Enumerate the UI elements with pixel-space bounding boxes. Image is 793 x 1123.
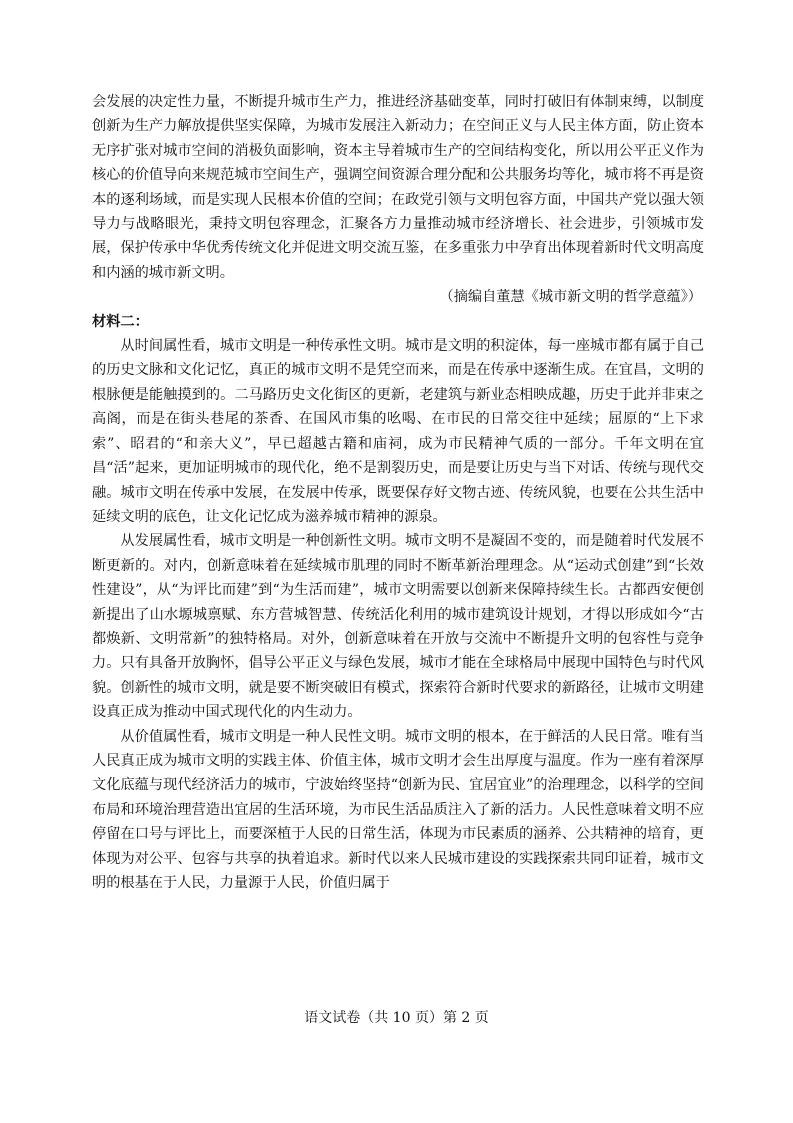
paragraph-development-attribute: 从发展属性看，城市文明是一种创新性文明。城市文明不是凝固不变的，而是随着时代发展不断更新的。对内，创新意味着在延续城市肌理的同时不断革新治理理念。从“运动式创建”到“长效性建设”，从“为评比而建”到“为生活而建”，城市文明需要以创新来保障持续生长。古都西安便创新提出了山水塬城禀赋、东方营城智慧、传统活化利用的城市建筑设计规划，才得以形成如今“古都焕新、文明常新”的独特格局。对外，创新意味着在开放与交流中不断提升文明的包容性与竞争力。只有具备开放胸怀，倡导公平正义与绿色发展，城市才能在全球格局中展现中国特色与时代风貌。创新性的城市文明，就是要不断突破旧有模式，探索符合新时代要求的新路径，让城市文明建设真正成为推动中国式现代化的内生动力。 <box>92 533 704 721</box>
source-citation: （摘编自董慧《城市新文明的哲学意蕴》） <box>439 289 702 306</box>
paragraph-value-attribute: 从价值属性看，城市文明是一种人民性文明。城市文明的根本，在于鲜活的人民日常。唯有当人民真正成为城市文明的实践主体、价值主体，城市文明才会生出厚度与温度。作为一座有着深厚文化底蕴与现代经济活力的城市，宁波始终坚持“创新为民、宜居宜业”的治理理念，以科学的空间布局和环境治理营造出宜居的生活环境，为市民生活品质注入了新的活力。人民性意味着文明不应停留在口号与评比上，而要深植于人民的日常生活，体现为市民素质的涵养、公共精神的培育，更体现为对公平、包容与共享的执着追求。新时代以来人民城市建设的实践探索共同印证着，城市文明的根基在于人民，力量源于人民，价值归属于 <box>92 728 704 891</box>
paragraph-continued: 会发展的决定性力量，不断提升城市生产力，推进经济基础变革，同时打破旧有体制束缚，以制度创新为生产力解放提供坚实保障，为城市发展注入新动力；在空间正义与人民主体方面，防止资本无序扩张对城市空间的消极负面影响，资本主导着城市生产的空间结构变化，所以用公平正义作为核心的价值导向来规范城市空间生产，强调空间资源合理分配和公共服务均等化，城市将不再是资本的逐利场域，而是实现人民根本价值的空间；在政党引领与文明包容方面，中国共产党以强大领导力与战略眼光，秉持文明包容理念，汇聚各方力量推动城市经济增长、社会进步，引领城市发展，保护传承中华优秀传统文化并促进文明交流互鉴，在多重张力中孕育出体现着新时代文明高度和内涵的城市新文明。 <box>92 94 704 281</box>
page-footer: 语文试卷（共 10 页）第 2 页 <box>304 1010 489 1026</box>
material-two-heading: 材料二： <box>92 313 149 330</box>
page-content <box>92 90 704 895</box>
paragraph-time-attribute: 从时间属性看，城市文明是一种传承性文明。城市是文明的积淀体，每一座城市都有属于自己的历史文脉和文化记忆，真正的城市文明不是凭空而来，而是在传承中逐渐生成。在宜昌，文明的根脉便是能触摸到的。二马路历史文化街区的更新，老建筑与新业态相映成趣，历史于此并非束之高阁，而是在街头巷尾的茶香、在国风市集的吆喝、在市民的日常交往中延续；屈原的“上下求索”、昭君的“和亲大义”，早已超越古籍和庙祠，成为市民精神气质的一部分。千年文明在宜昌“活”起来，更加证明城市的现代化，绝不是割裂历史，而是要让历史与当下对话、传统与现代交融。城市文明在传承中发展，在发展中传承，既要保存好文物古迹、传统风貌，也要在公共生活中延续文明的底色，让文化记忆成为滋养城市精神的源泉。 <box>92 338 704 525</box>
